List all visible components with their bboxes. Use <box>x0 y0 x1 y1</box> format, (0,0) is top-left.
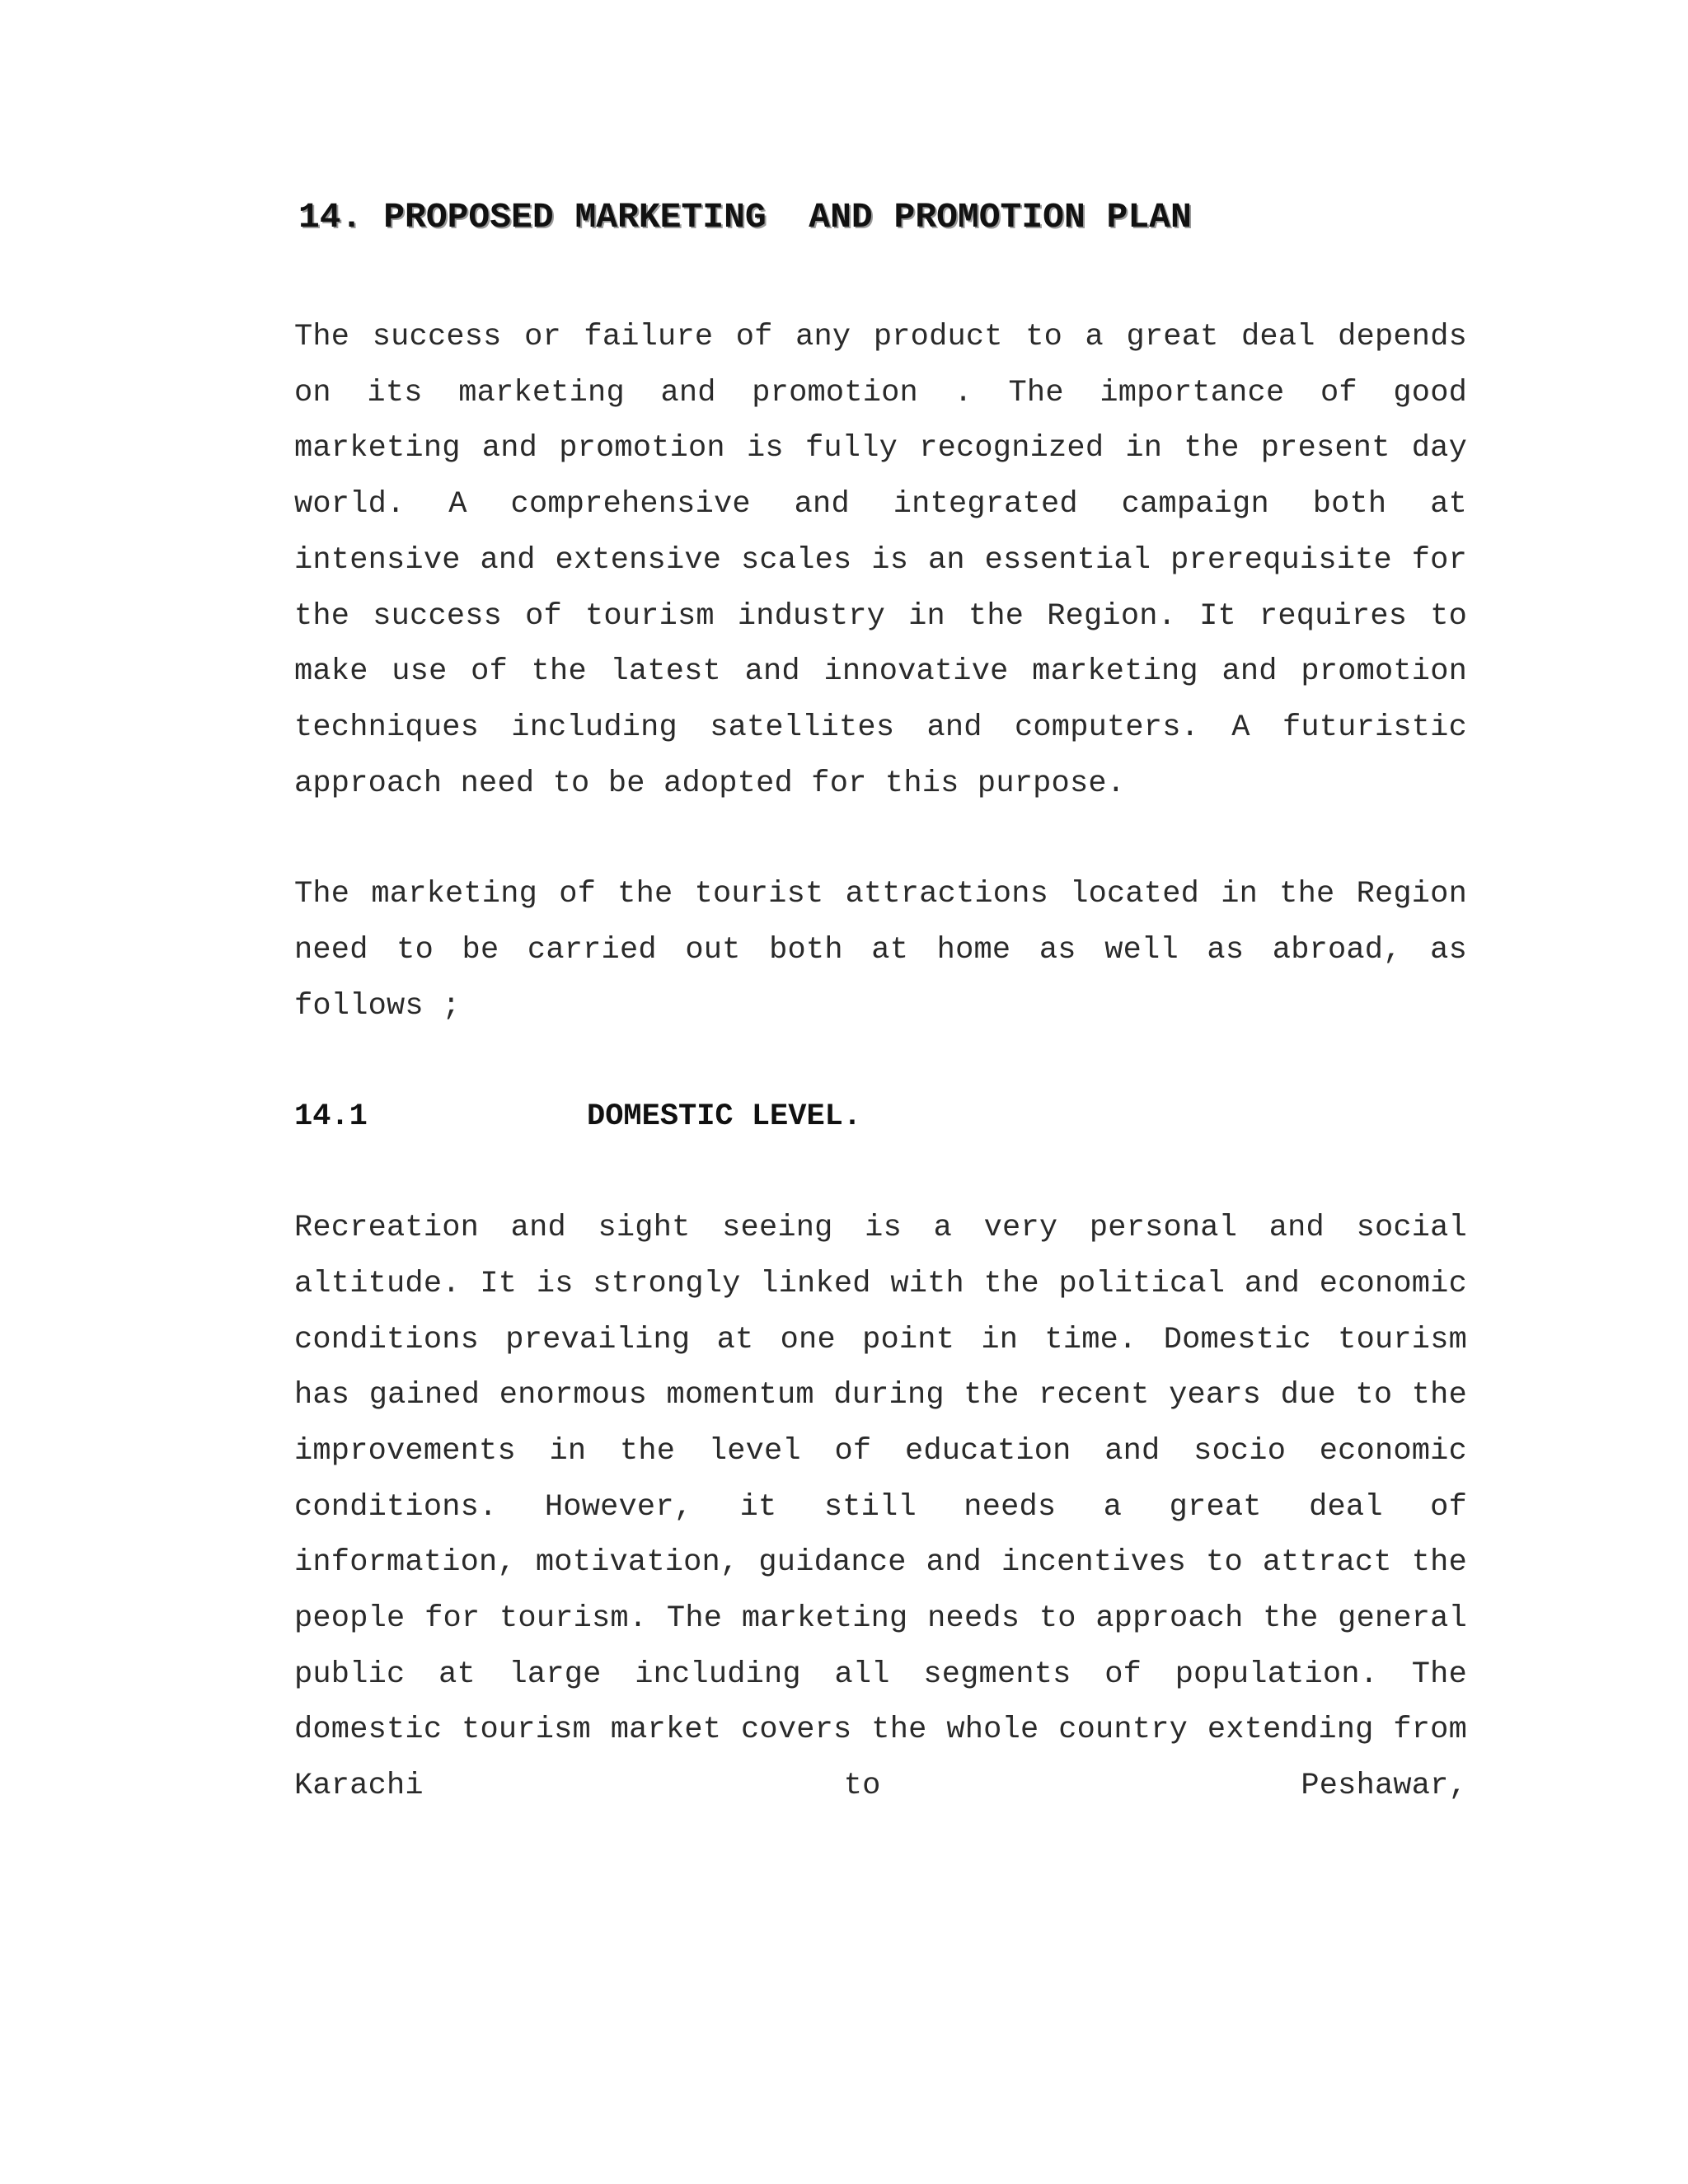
paragraph-intro: The success or failure of any product to a great deal depends on its marketing and promotion . The importance of good marketing and promotion is fully recognized in the present day world. A comprehensive and integrated campaign both at intensive and extensive scales is an essential prerequisite for the success of tourism industry in the Region. It requires to make use of the latest and innovative marketing and promotion techniques including satellites and computers. A futuristic approach need to be adopted for this purpose. <box>294 320 1467 801</box>
section-number: 14.1 <box>294 1099 368 1135</box>
paragraph-marketing-scope: The marketing of the tourist attractions located in the Region need to be carried out both at home as well as abroad, as follows ; <box>294 877 1467 1024</box>
document-body <box>294 191 1467 1815</box>
section-title: DOMESTIC LEVEL. <box>587 1099 862 1135</box>
section-heading-domestic <box>294 1090 1467 1146</box>
page-title: 14. PROPOSED MARKETING AND PROMOTION PLAN <box>298 197 1192 237</box>
paragraph-domestic-level: Recreation and sight seeing is a very personal and social altitude. It is strongly linked with the political and economic conditions prevailing at one point in time. Domestic tourism has gained enormous momentum during the recent years due to the improvements in the level of education and socio economic conditions. However, it still needs a great deal of information, motivation, guidance and incentives to attract the people for tourism. The marketing needs to approach the general public at large including all segments of population. The domestic tourism market covers the whole country extending from Karachi to Peshawar, <box>294 1211 1467 1804</box>
